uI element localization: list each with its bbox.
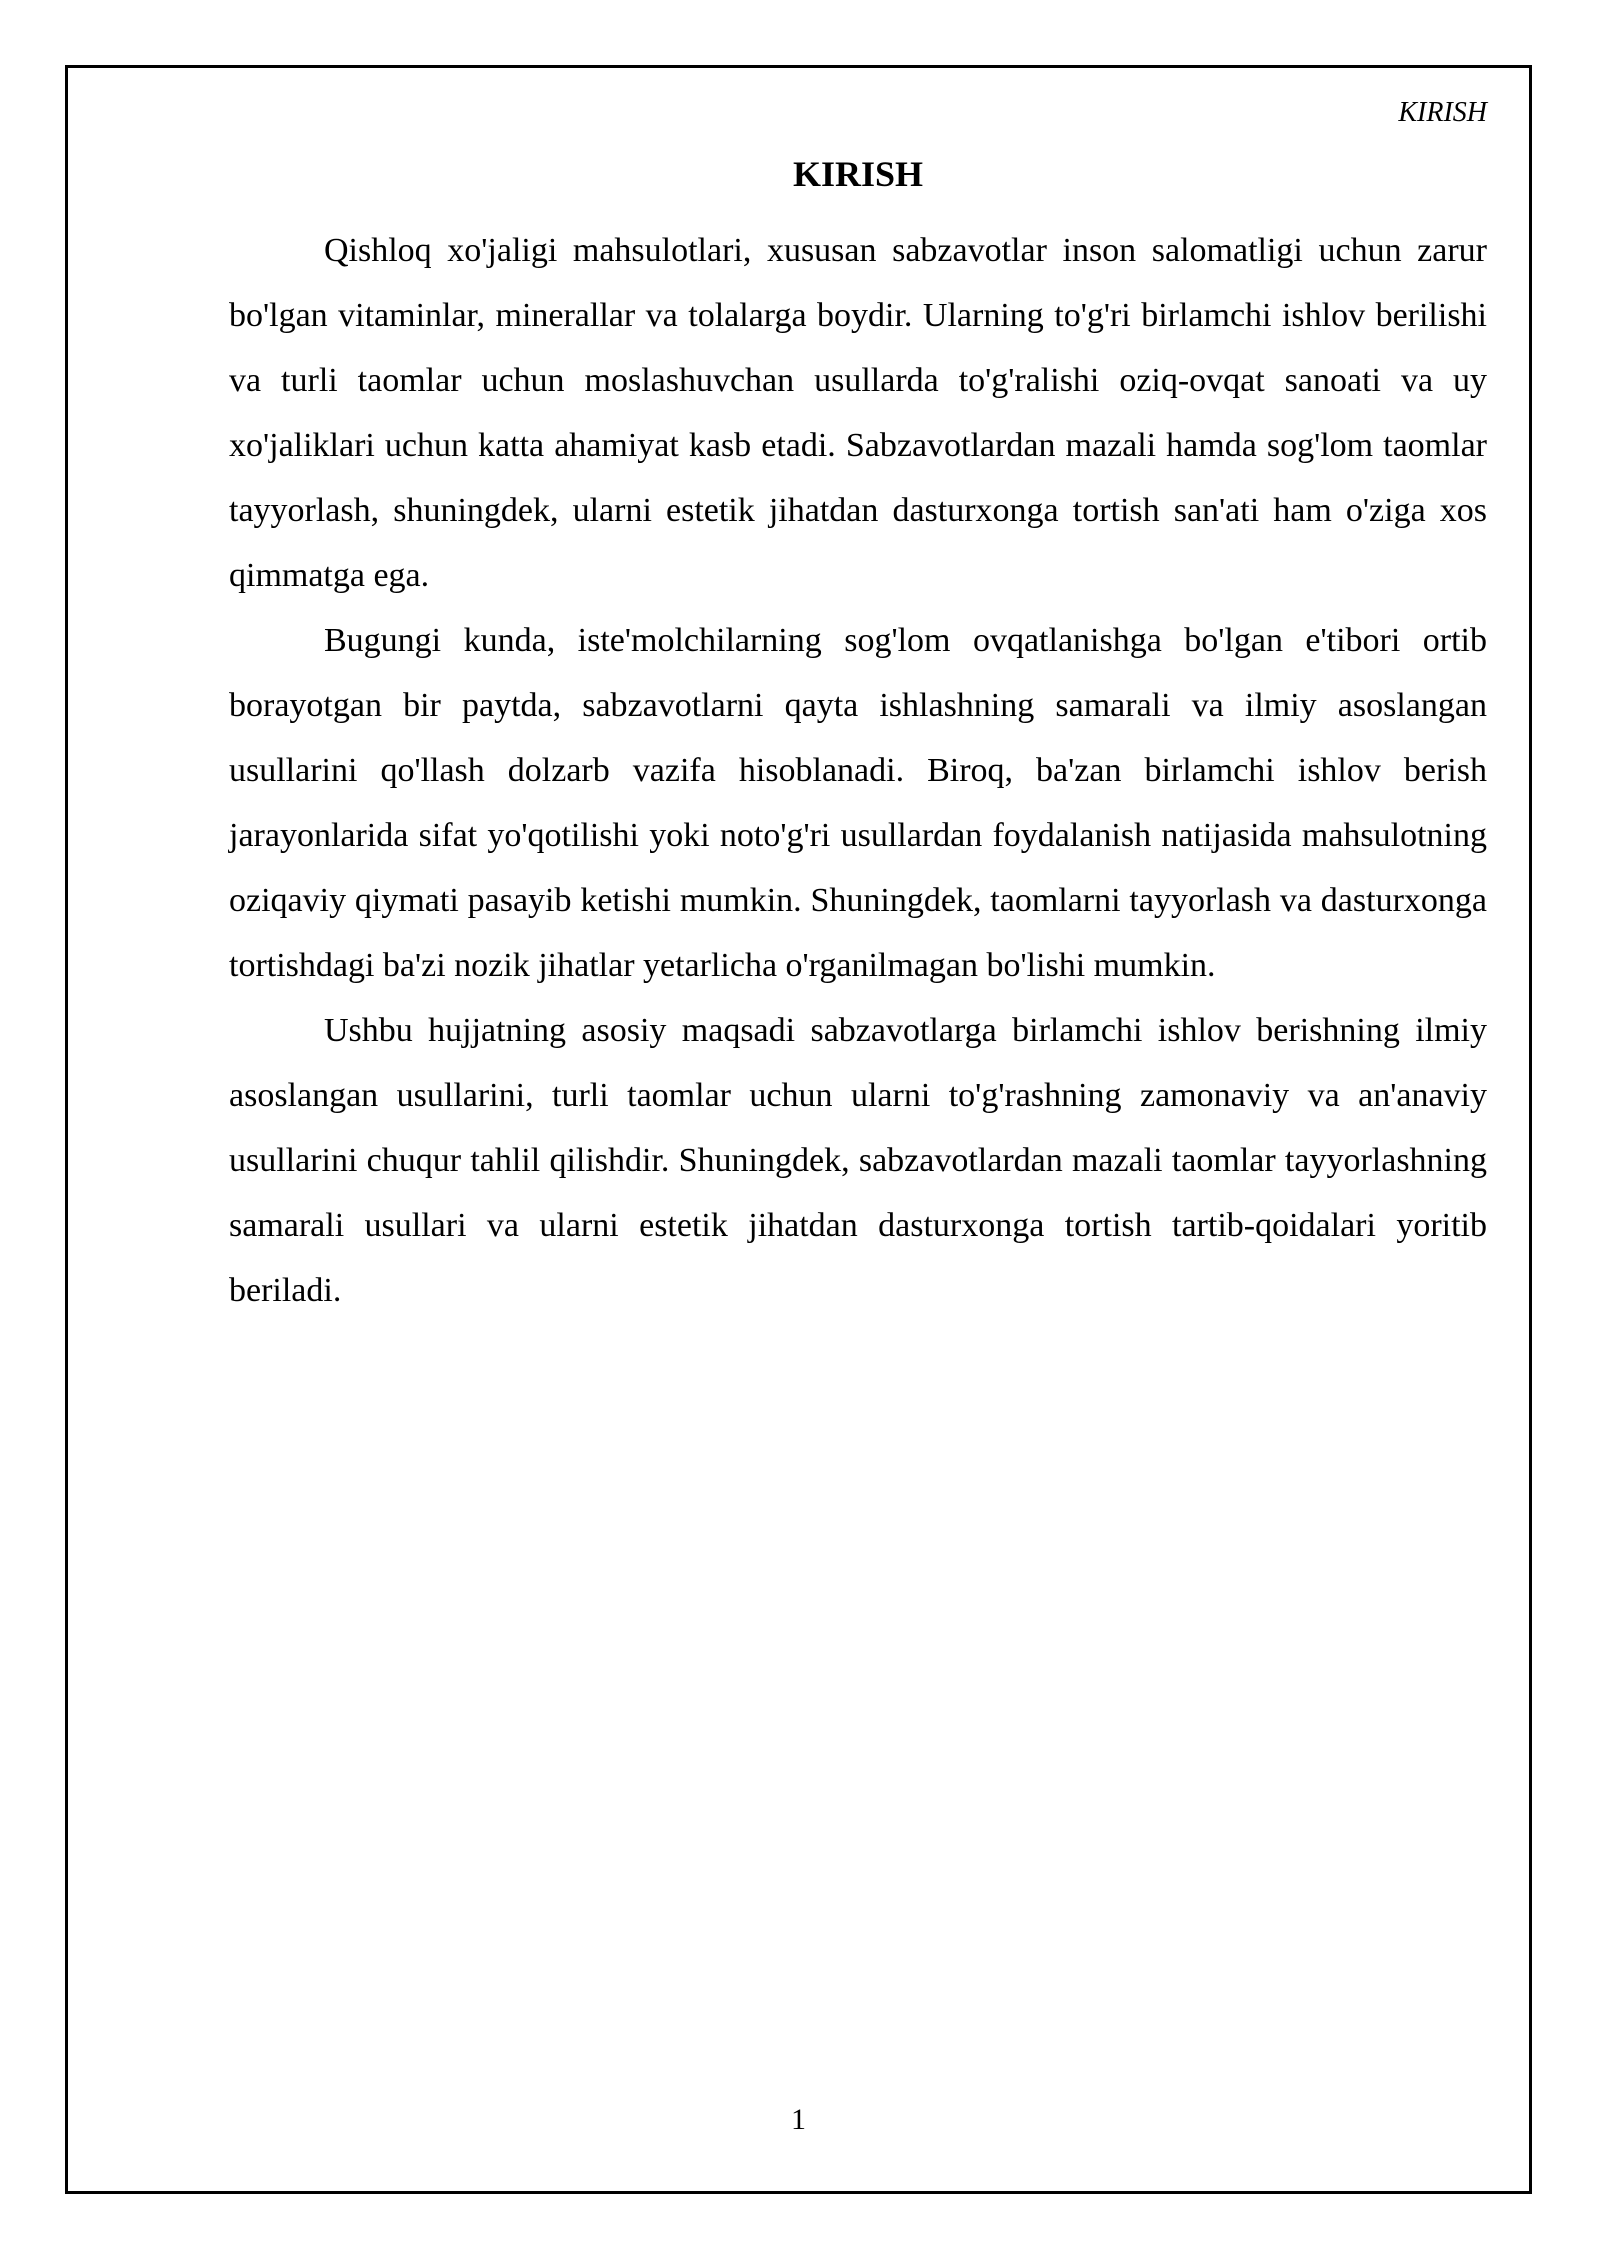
paragraph-2: Bugungi kunda, iste'molchilarning sog'lom ovqatlanishga bo'lgan e'tibori ortib borayotgan bir paytda, sabzavotlarni qayta ishlashning samarali va ilmiy asoslangan usullarini qo'llash dolzarb vazifa hisoblanadi. Biroq, ba'zan birlamchi ishlov berish jarayonlarida sifat yo'qotilishi yoki noto'g'ri usullardan foydalanish natijasida mahsulotning oziqaviy qiymati pasayib ketishi mumkin. Shuningdek, taomlarni tayyorlash va dasturxonga tortishdagi ba'zi nozik jihatlar yetarlicha o'rganilmagan bo'lishi mumkin. [229,622,1487,984]
page-number: 1 [791,2103,806,2136]
paragraph-3: Ushbu hujjatning asosiy maqsadi sabzavotlarga birlamchi ishlov berishning ilmiy asoslangan usullarini, turli taomlar uchun ularni to'g'rashning zamonaviy va an'anaviy usullarini chuqur tahlil qilishdir. Shuningdek, sabzavotlardan mazali taomlar tayyorlashning samarali usullari va ularni estetik jihatdan dasturxonga tortish tartib-qoidalari yoritib beriladi. [229,1012,1487,1309]
page-title: KIRISH [792,154,924,194]
document-body [229,150,1487,1323]
running-header: KIRISH [1398,97,1487,128]
paragraph-1: Qishloq xo'jaligi mahsulotlari, xususan sabzavotlar inson salomatligi uchun zarur bo'lgan vitaminlar, minerallar va tolalarga boydir. Ularning to'g'ri birlamchi ishlov berilishi va turli taomlar uchun moslashuvchan usullarda to'g'ralishi oziq-ovqat sanoati va uy xo'jaliklari uchun katta ahamiyat kasb etadi. Sabzavotlardan mazali hamda sog'lom taomlar tayyorlash, shuningdek, ularni estetik jihatdan dasturxonga tortish san'ati ham o'ziga xos qimmatga ega. [229,232,1487,594]
